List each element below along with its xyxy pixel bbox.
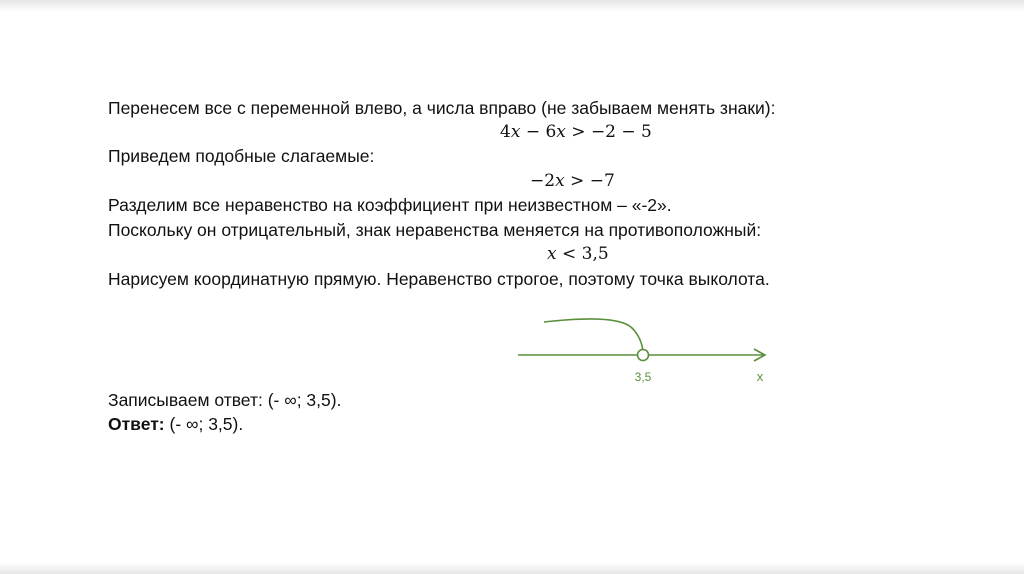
text-line-5: Нарисуем координатную прямую. Неравенство строгое, поэтому точка выколота. [108, 269, 770, 289]
text-line-3: Разделим все неравенство на коэффициент при неизвестном – «-2». [108, 195, 672, 215]
answer-label: Ответ: [108, 414, 165, 434]
formula-1 [500, 121, 652, 143]
shading-arc [544, 319, 643, 354]
text-line-6: Записываем ответ: (- ∞; 3,5). [108, 390, 342, 410]
answer-value: (- ∞; 3,5). [164, 414, 244, 434]
formula-1-var-2: x [556, 122, 566, 142]
formula-1-b: − 6 [520, 122, 557, 142]
formula-2-a: −2 [530, 171, 556, 191]
formula-3-c: < 3,5 [556, 244, 609, 264]
formula-2-var: x [555, 171, 565, 191]
slide-top-shadow [0, 0, 1024, 12]
formula-2-c: > −7 [564, 171, 615, 191]
open-point [638, 350, 649, 361]
formula-3 [547, 243, 609, 265]
formula-2 [530, 170, 615, 192]
formula-1-var-1: x [510, 122, 521, 142]
text-line-1: Перенесем все с переменной влево, а числа вправо (не забываем менять знаки): [108, 98, 776, 118]
text-line-4: Поскольку он отрицательный, знак неравенства меняется на противоположный: [108, 220, 762, 240]
formula-3-var: x [547, 244, 557, 264]
slide-bottom-shadow [0, 562, 1024, 574]
formula-1-c: > −2 − 5 [565, 122, 652, 142]
formula-1-a: 4 [500, 122, 511, 142]
answer-line [108, 413, 243, 435]
text-line-2: Приведем подобные слагаемые: [108, 146, 375, 166]
point-label: 3,5 [634, 370, 652, 384]
number-line-diagram [510, 310, 780, 390]
axis-label: x [756, 369, 764, 384]
